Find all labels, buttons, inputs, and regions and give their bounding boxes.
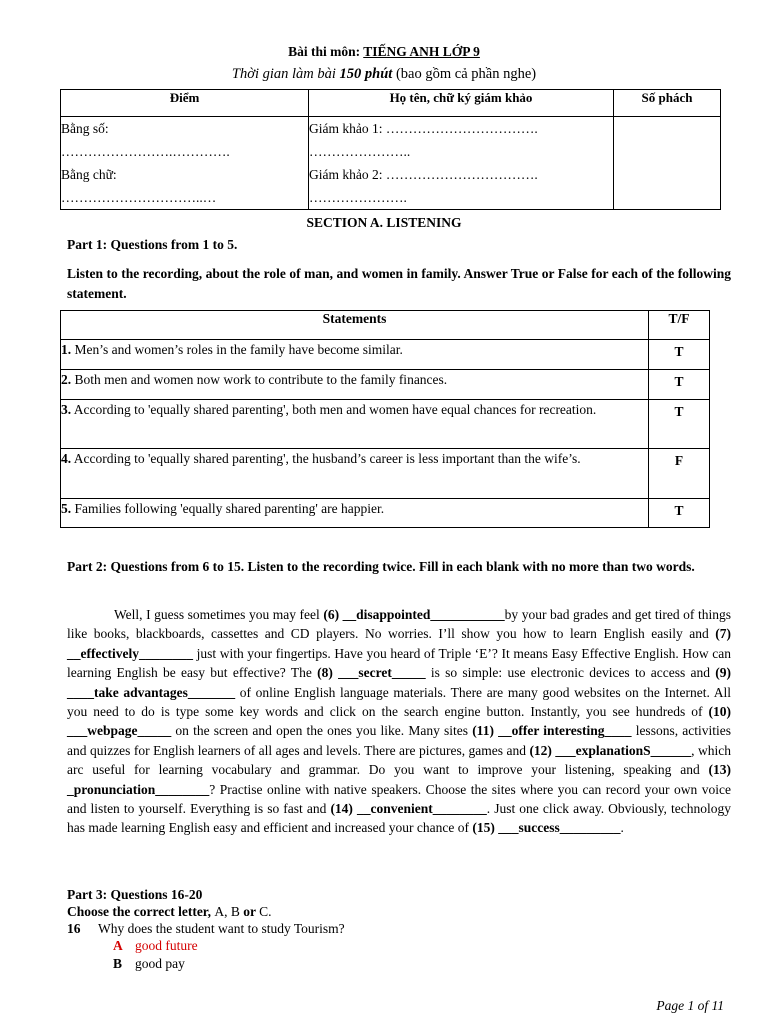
tf-answer: T <box>649 400 710 449</box>
passage-segment: lessons, activities and quizzes for English learners of all ages and levels. There are pictures, games and <box>67 723 731 758</box>
examiner-cell: Giám khảo 1: ……………………………. ………………….. Giám khảo 2: ……………………………. …………………. <box>309 117 614 210</box>
passage-segment: by your bad grades and get tired of things like books, blackboards, cassettes and CD players. No worries. I’ll show you how to learn English easily and <box>67 607 731 642</box>
statements-table <box>60 310 710 528</box>
table-row: 5. Families following 'equally shared parenting' are happier. T <box>61 499 710 528</box>
passage-segment: ? Practise online with native speakers. Choose the sites where you can record your own voice and listen to yourself. Everything is so fast and <box>67 781 731 817</box>
answer-blank: (11) __offer interesting____ <box>472 723 632 739</box>
option-a[interactable]: A good future <box>113 938 198 953</box>
tf-answer: T <box>649 499 710 528</box>
part3-instruction: Choose the correct letter, A, B or C. <box>67 904 272 919</box>
tf-header: T/F <box>649 311 710 340</box>
passage-text <box>67 607 731 835</box>
part2-heading: Part 2: Questions from 6 to 15. Listen to the recording twice. Fill in each blank with no more than two words. <box>67 559 695 574</box>
answer-blank: (9) ____take advantages_______ <box>67 665 732 700</box>
passage-segment: just with your fingertips. Have you heard of Triple ‘E’? It means Easy Effective English. How can learning English be easy but effective? The <box>67 645 731 681</box>
exam-subject: TIẾNG ANH LỚP 9 <box>363 44 480 59</box>
score-header: Điểm <box>61 90 309 117</box>
part1-heading: Part 1: Questions from 1 to 5. <box>67 237 238 252</box>
answer-blank: (15) ___success_________ <box>472 820 621 836</box>
passage-segment: . <box>620 820 624 836</box>
answer-blank: (8) ___secret_____ <box>317 665 426 681</box>
tf-answer: T <box>649 370 710 400</box>
part3-heading: Part 3: Questions 16-20 <box>67 887 203 902</box>
table-row: 1. Men’s and women’s roles in the family have become similar. T <box>61 340 710 370</box>
passage-segment: is so simple: use electronic devices to access and <box>425 665 716 681</box>
passage-segment: . Just one click away. Obviously, technology has made learning English easy and efficient and increased your chance of <box>67 801 731 836</box>
table-row: 3. According to 'equally shared parenting', both men and women have equal chances for recreation. T <box>61 400 710 449</box>
part2-passage <box>67 605 731 838</box>
examiner-header: Họ tên, chữ ký giám khảo <box>309 90 614 117</box>
page-number: Page 1 of 11 <box>656 998 724 1013</box>
table-row: 4. According to 'equally shared parenting', the husband’s career is less important than the wife’s. F <box>61 449 710 499</box>
code-header: Số phách <box>614 90 721 117</box>
score-cell: Bằng số: …………………….…………. Bằng chữ: …………………………..… <box>61 117 309 210</box>
answer-blank: (12) ___explanationS______ <box>529 742 692 758</box>
part1-instruction: Listen to the recording, about the role of man, and women in family. Answer True or False for each of the following statement. <box>67 266 731 301</box>
answer-blank: (6) __disappointed___________ <box>323 607 505 622</box>
code-cell <box>614 117 721 210</box>
exam-title: Bài thi môn: TIẾNG ANH LỚP 9 <box>288 44 480 59</box>
passage-segment: on the screen and open the ones you like. Many sites <box>171 723 473 739</box>
passage-segment: Well, I guess sometimes you may feel <box>114 607 324 622</box>
tf-answer: F <box>649 449 710 499</box>
answer-blank: (13) _pronunciation________ <box>67 762 731 797</box>
statements-header: Statements <box>61 311 649 340</box>
passage-segment: of online English language materials. There are many good websites on the Internet. All you need to do is type some key words and click on the search engine button. Instantly, you see hundreds of <box>67 684 731 720</box>
exam-subtitle: Thời gian làm bài 150 phút (bao gồm cả phần nghe) <box>231 66 537 82</box>
option-b[interactable]: B good pay <box>113 956 185 971</box>
passage-segment: , which arc useful for learning vocabulary and grammar. Do you want to improve your listening, speaking and <box>67 742 731 778</box>
answer-blank: (14) __convenient________ <box>330 801 487 817</box>
info-table <box>60 89 721 210</box>
question-16: 16 Why does the student want to study Tourism? <box>67 921 345 936</box>
answer-blank: (10) ___webpage_____ <box>67 704 731 739</box>
table-row: 2. Both men and women now work to contribute to the family finances. T <box>61 370 710 400</box>
answer-blank: (7) __effectively________ <box>67 626 731 661</box>
section-title: SECTION A. LISTENING <box>306 215 462 230</box>
tf-answer: T <box>649 340 710 370</box>
